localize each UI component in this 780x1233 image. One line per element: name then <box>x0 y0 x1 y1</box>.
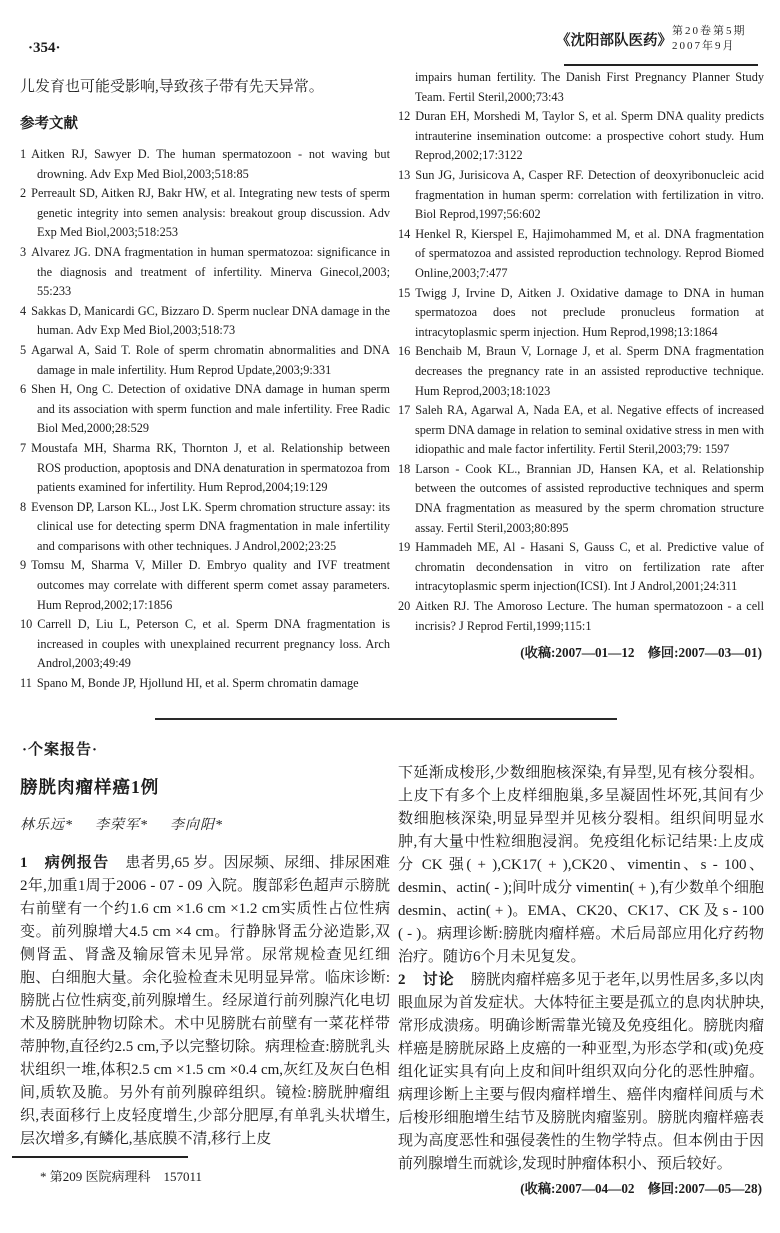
reference-number: 17 <box>398 403 411 418</box>
article1-received-dates: (收稿:2007—01—12 修回:2007—03—01) <box>520 645 762 661</box>
article-separator-rule <box>155 718 617 720</box>
reference-number: 2 <box>20 186 27 201</box>
reference-number: 20 <box>398 599 411 614</box>
reference-number: 14 <box>398 226 411 241</box>
reference-number: 9 <box>20 558 27 573</box>
volume-issue: 第20卷第5期 <box>672 25 747 37</box>
reference-text: Sakkas D, Manicardi GC, Bizzaro D. Sperm nuclear DNA damage in the human. Adv Exp Med Biol,2003;518:73 <box>31 303 390 338</box>
case-report-continuation: 下延渐成梭形,少数细胞核深染,有异型,见有核分裂相。上皮下有多个上皮样细胞巢,多呈凝固性坏死,其间有少数细胞核深染,明显异型并见核分裂相。组织间明显水肿,有大量中性粒细胞浸润。免疫组化标记结果:上皮成分 CK 强( + ),CK17( + ),CK20、vimentin、s - 100、desmin、actin( - );间叶成分 vimentin( + ),有少数单个细胞 desmin、actin( + )。EMA、CK20、CK17、CK 及 s - 100 ( - )。病理诊断:膀胱肉瘤样癌。术后局部应用化疗药物治疗。随访6个月未见复发。 <box>398 765 764 965</box>
article1-body-tail: 儿发育也可能受影响,导致孩子带有先天异常。 <box>20 79 324 95</box>
case-report-section-number: 1 病例报告 <box>20 855 126 871</box>
case-report-text: 患者男,65 岁。因尿频、尿细、排尿困难2年,加重1周于2006 - 07 - 09 入院。腹部彩色超声示膀胱右前壁有一个约1.6 cm ×1.6 cm ×1.2 cm实质性占位性病变。前列腺增大4.5 cm ×4 cm。行静脉肾盂分泌造影,双侧肾盂、肾盏及输尿管未见异常。尿常规检查见红细胞、白细胞大量。余化验检查未见明显异常。临床诊断:膀胱占位性病变,前列腺增生。经尿道行前列腺汽化电切术及膀胱肿物切除术。术中见膀胱右前壁有一菜花样带蒂肿物,直径约2.5 cm,予以完整切除。病理检查:膀胱乳头状组织一堆,体积2.5 cm ×1.5 cm ×0.4 cm,灰红及灰白色相间,质软及脆。另外有前列腺碎组织。镜检:膀胱肿瘤组织,表面移行上皮轻度增生,少部分肥厚,有单乳头状增生,层次增多,有鳞化,基底膜不清,移行上皮 <box>20 855 390 1147</box>
author-affiliation-footnote: * 第209 医院病理科 157011 <box>40 1169 203 1184</box>
reference-number: 6 <box>20 382 27 397</box>
reference-text: Shen H, Ong C. Detection of oxidative DNA damage in human sperm and its association with sperm function and male infertility. Free Radic Biol Med,2000;28:529 <box>31 382 390 436</box>
reference-item <box>20 145 390 184</box>
reference-item <box>398 401 764 460</box>
reference-number: 5 <box>20 342 27 357</box>
reference-item <box>398 342 764 401</box>
reference-text: Perreault SD, Aitken RJ, Bakr HW, et al. Integrating new tests of sperm genetic integrity into semen analysis: breakout group discussion. Adv Exp Med Biol,2003;518:253 <box>31 186 390 240</box>
reference-number: 18 <box>398 461 411 476</box>
author-name: 林乐远* <box>20 818 73 833</box>
references-list-right <box>398 107 764 636</box>
reference-text: Carrell D, Liu L, Peterson C, et al. Sperm DNA fragmentation is increased in couples with unexplained recurrent pregnancy loss. Arch Androl,2003;49:49 <box>37 617 390 671</box>
reference-item <box>398 107 764 166</box>
reference-text: Sun JG, Jurisicova A, Casper RF. Detection of deoxyribonucleic acid fragmentation in human sperm: correlation with fertilization in vitro. Biol Reprod,1997;56:602 <box>415 167 764 222</box>
journal-header <box>556 24 760 54</box>
reference-item <box>398 284 764 343</box>
footnote-divider <box>12 1156 188 1158</box>
reference-text: Agarwal A, Said T. Role of sperm chromatin abnormalities and DNA damage in male infertility. Hum Reprod Update,2003;9:331 <box>31 342 390 377</box>
article1-right-column <box>398 68 764 661</box>
journal-name: 《沈阳部队医药》 <box>556 32 672 49</box>
reference-text: Spano M, Bonde JP, Hjollund HI, et al. Sperm chromatin damage <box>36 676 359 691</box>
discussion-paragraph <box>398 969 764 1176</box>
reference-item <box>398 166 764 225</box>
reference-item <box>20 439 390 498</box>
reference-number: 11 <box>20 676 32 691</box>
reference-text: Moustafa MH, Sharma RK, Thornton J, et al. Relationship between ROS production, apoptosis and DNA denaturation in spermatozoa from patients examined for infertility. Hum Reprod,2004;19:129 <box>31 440 390 495</box>
reference-item <box>398 538 764 597</box>
reference-number: 12 <box>398 109 411 124</box>
journal-issue-info <box>672 24 747 54</box>
case-report-title: 膀胱肉瘤样癌1例 <box>20 777 160 797</box>
reference-number: 10 <box>20 617 33 632</box>
reference-item <box>20 674 390 694</box>
reference-text: Twigg J, Irvine D, Aitken J. Oxidative damage to DNA in human spermatozoa does not preclude pronucleus formation at intracytoplasmic sperm injection. Hum Reprod,1998;13:1864 <box>415 285 764 339</box>
header-divider <box>564 64 758 66</box>
authors-line <box>20 814 245 834</box>
section-label-case-report: ·个案报告· <box>22 742 99 758</box>
reference-continuation: impairs human fertility. The Danish First Pregnancy Planner Study Team. Fertil Steril,2000;73:43 <box>415 70 764 104</box>
reference-item <box>20 243 390 302</box>
case-report-right-column <box>398 762 764 1197</box>
references-heading: 参考文献 <box>20 116 78 132</box>
page-number: ·354· <box>28 40 61 56</box>
case-report-left-column <box>20 852 390 1151</box>
reference-number: 19 <box>398 540 411 555</box>
reference-text: Hammadeh ME, Al - Hasani S, Gauss C, et al. Predictive value of chromatin decondensation in vitro on fertilization rate after intracytoplasmic sperm injection(ICSI). Int J Androl,2001;24:311 <box>415 540 764 594</box>
reference-number: 7 <box>20 440 27 455</box>
reference-item <box>20 302 390 341</box>
reference-item <box>20 498 390 557</box>
reference-number: 4 <box>20 303 27 318</box>
author-name: 李荣军* <box>95 818 148 833</box>
author-name: 李向阳* <box>170 818 223 833</box>
reference-text: Saleh RA, Agarwal A, Nada EA, et al. Negative effects of increased sperm DNA damage in relation to seminal oxidative stress in men with idiopathic and male factor infertility. Fertil Steril,2003;79: 1597 <box>415 403 764 457</box>
reference-item <box>20 184 390 243</box>
issue-date: 2007年9月 <box>672 40 736 52</box>
reference-number: 13 <box>398 167 411 182</box>
reference-text: Alvarez JG. DNA fragmentation in human spermatozoa: significance in the diagnosis and treatment of infertility. Minerva Ginecol,2003; 55:233 <box>31 244 390 299</box>
reference-number: 1 <box>20 147 27 161</box>
reference-text: Evenson DP, Larson KL., Jost LK. Sperm chromation structure assay: its clinical use for detecting sperm DNA fragmentation in male infertility and comparisons with other techniques. J Androl,2002;23:25 <box>31 499 390 553</box>
references-list-left <box>20 145 390 694</box>
reference-item <box>398 225 764 284</box>
reference-text: Aitken RJ. The Amoroso Lecture. The human spermatozoon - a cell incrisis? J Reprod Fertil,1999;115:1 <box>415 599 764 633</box>
article1-left-column <box>20 76 390 694</box>
reference-text: Aitken RJ, Sawyer D. The human spermatozoon - not waving but drowning. Adv Exp Med Biol,2003;518:85 <box>31 147 390 181</box>
reference-text: Henkel R, Kierspel E, Hajimohammed M, et al. DNA fragmentation of spermatozoa and assisted reproduction technology. Reprod Biomed Online,2003;7:477 <box>415 226 764 280</box>
reference-text: Benchaib M, Braun V, Lornage J, et al. Sperm DNA fragmentation decreases the pregnancy rate in an assisted reproductive technique. Hum Reprod,2003;18:1023 <box>415 344 764 398</box>
reference-number: 16 <box>398 344 411 359</box>
reference-item <box>398 597 764 636</box>
reference-item <box>398 460 764 538</box>
reference-item <box>20 341 390 380</box>
reference-number: 8 <box>20 499 27 514</box>
discussion-section-number: 2 讨论 <box>398 972 471 988</box>
article2-received-dates: (收稿:2007—04—02 修回:2007—05—28) <box>520 1181 762 1196</box>
reference-number: 3 <box>20 244 27 259</box>
reference-item <box>20 380 390 439</box>
reference-number: 15 <box>398 285 411 300</box>
reference-text: Larson - Cook KL., Brannian JD, Hansen KA, et al. Relationship between the outcomes of assisted reproductive techniques and sperm DNA fragmentation as measured by the sperm chromation structure assay. Fertil Steril,2003;80:895 <box>415 461 764 535</box>
reference-item <box>20 615 390 674</box>
reference-text: Duran EH, Morshedi M, Taylor S, et al. Sperm DNA quality predicts intrauterine insemination outcome: a prospective cohort study. Hum Reprod,2002;17:3122 <box>415 109 764 163</box>
reference-item <box>20 556 390 615</box>
discussion-text: 膀胱肉瘤样癌多见于老年,以男性居多,多以肉眼血尿为首发症状。大体特征主要是孤立的息肉状肿块,常形成溃疡。明确诊断需靠光镜及免疫组化。膀胱肉瘤样癌是膀胱尿路上皮癌的一种亚型,为形态学和(或)免疫组化证实具有向上皮和间叶组织双向分化的恶性肿瘤。病理诊断上主要与假肉瘤样增生、癌伴肉瘤样间质与术后梭形细胞增生结节及膀胱肉瘤鉴别。膀胱肉瘤样癌表现为高度恶性和强侵袭性的生物学特点。但本例由于因前列腺增生而就诊,发现时肿瘤体积小、预后较好。 <box>398 972 764 1172</box>
reference-text: Tomsu M, Sharma V, Miller D. Embryo quality and IVF treatment outcomes may correlate with different sperm comet assay parameters. Hum Reprod,2002;17:1856 <box>31 558 390 612</box>
case-report-paragraph <box>20 852 390 1151</box>
